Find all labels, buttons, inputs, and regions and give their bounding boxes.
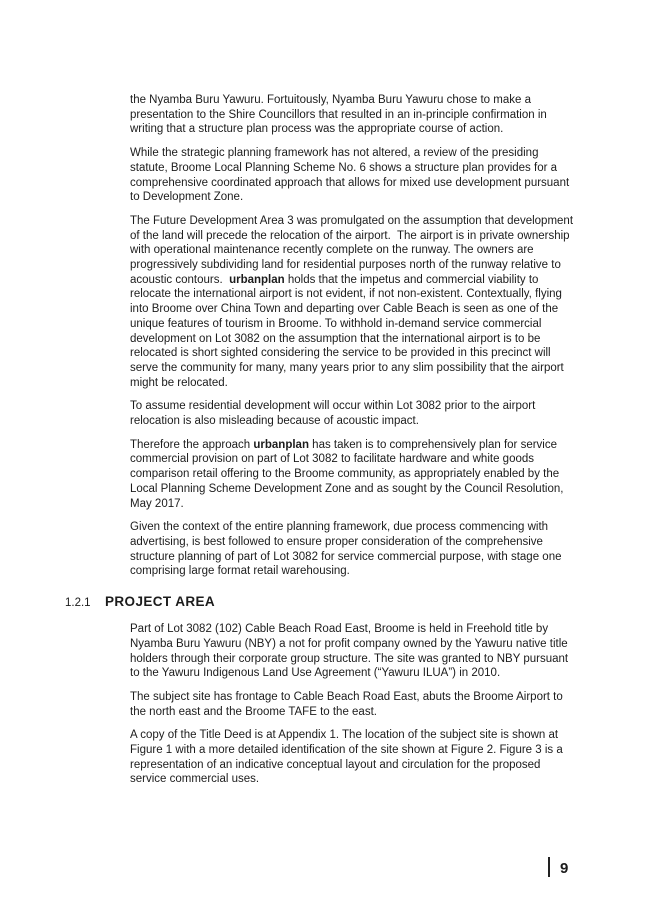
text-run: While the strategic planning framework has not altered, a review of the presiding statute, Broome Local Planning Scheme No. 6 shows a structure plan provides for a comprehensive coordinated approach that allows for mixed use development pursuant to Development Zone. — [130, 147, 573, 204]
page-number: 9 — [560, 860, 569, 877]
section-number: 1.2.1 — [65, 597, 91, 610]
footer-divider — [548, 857, 550, 877]
text-run: has taken is to comprehensively plan for service commercial provision on part of Lot 3082 to facilitate hardware and white goods comparison retail offering to the Broome community, as appropriately enabled by the Local Planning Scheme Development Zone and as sought by the Council Resolution, May 2017. — [130, 438, 567, 510]
page-footer — [548, 857, 568, 879]
text-run: The subject site has frontage to Cable Beach Road East, abuts the Broome Airport to the north east and the Broome TAFE to the east. — [130, 690, 566, 718]
text-run: The Future Development Area 3 was promulgated on the assumption that development of the land will precede the relocation of the airport. The airport is in private ownership with operational maintenance recently complete on the runway. The owners are progressively subdividing land for residential purposes north of the runway relative to acoustic contours. — [130, 214, 577, 286]
paragraph — [130, 438, 577, 512]
section-heading — [65, 594, 577, 611]
text-run: Part of Lot 3082 (102) Cable Beach Road East, Broome is held in Freehold title by Nyamba Buru Yawuru (NBY) a not for profit company owned by the Yawuru native title holders through their corporate group structure. The site was granted to NBY pursuant to the Yawuru Indigenous Land Use Agreement (“Yawuru ILUA”) in 2010. — [130, 623, 572, 680]
bold-text: urbanplan — [229, 273, 285, 286]
paragraph — [130, 214, 577, 390]
paragraph — [130, 146, 577, 205]
bold-text: urbanplan — [253, 438, 309, 451]
paragraph — [130, 728, 577, 787]
text-run: Given the context of the entire planning framework, due process commencing with advertising, is best followed to ensure proper consideration of the comprehensive structure planning of part of Lot 3082 for service commercial purpose, with stage one comprising large format retail warehousing. — [130, 521, 565, 578]
text-run: Therefore the approach — [130, 438, 254, 451]
text-run: A copy of the Title Deed is at Appendix 1. The location of the subject site is shown at Figure 1 with a more detailed identification of the site shown at Figure 2. Figure 3 is a representation of an indicative conceptual layout and circulation for the proposed service commercial uses. — [130, 729, 566, 786]
text-run: the Nyamba Buru Yawuru. Fortuitously, Nyamba Buru Yawuru chose to make a presentation to the Shire Councillors that resulted in an in-principle confirmation in writing that a structure plan process was the appropriate course of action. — [130, 94, 550, 136]
text-run: holds that the impetus and commercial viability to relocate the international airport is not evident, if not non-existent. Contextually, flying into Broome over China Town and departing over Cable Beach is seen as one of the unique features of tourism in Broome. To withhold in-demand service commercial development on Lot 3082 on the assumption that the international airport is to be relocated is short sighted considering the service to be provided in this precinct will serve the community for many, many years prior to any slim possibility that the airport might be relocated. — [130, 273, 567, 389]
text-run: To assume residential development will occur within Lot 3082 prior to the airport relocation is also misleading because of acoustic impact. — [130, 400, 539, 428]
section-title: PROJECT AREA — [105, 594, 216, 610]
paragraph — [130, 690, 577, 719]
paragraph — [130, 93, 577, 137]
paragraph — [130, 520, 577, 579]
paragraph — [130, 399, 577, 428]
paragraph — [130, 622, 577, 681]
document-body — [65, 93, 577, 796]
